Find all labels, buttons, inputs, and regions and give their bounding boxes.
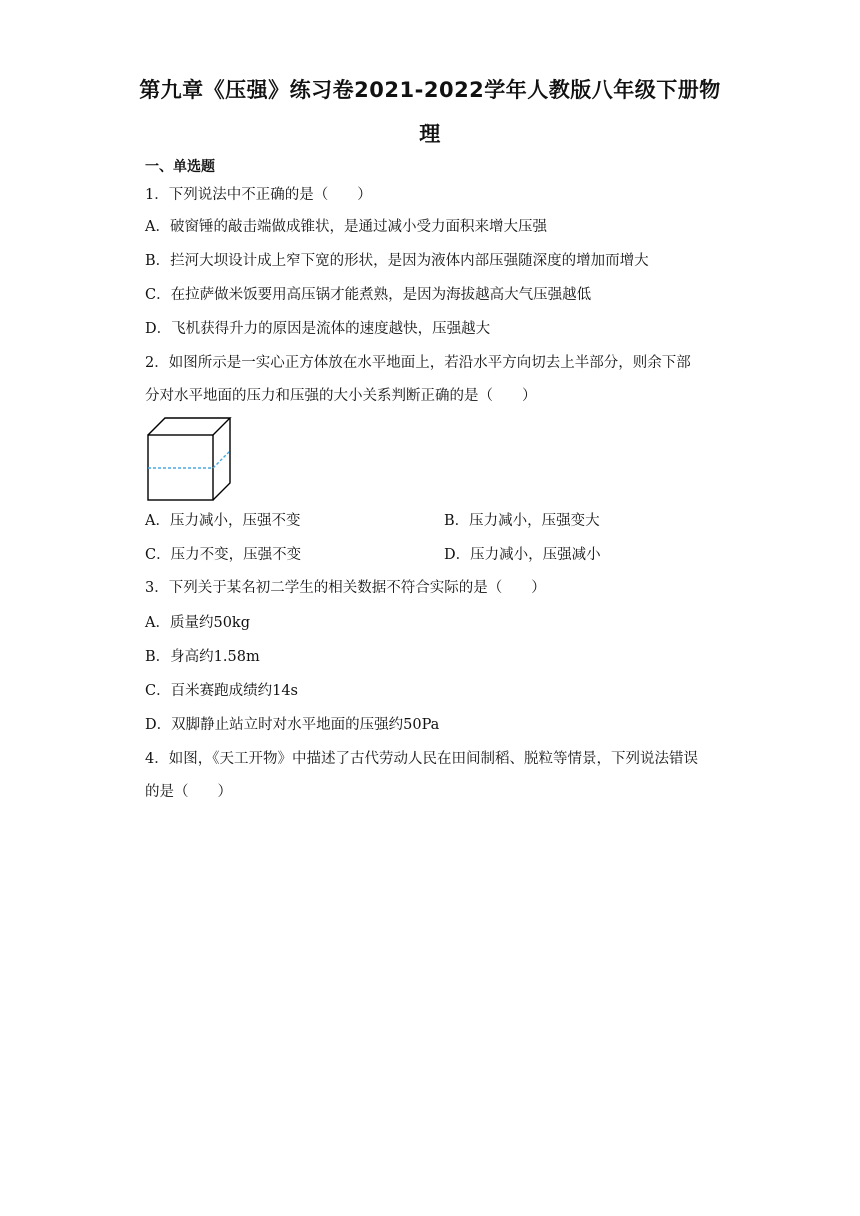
q4-stem-line-2: 的是（ ）: [145, 784, 232, 800]
cube-top-face: [148, 418, 230, 435]
q2-option-c: C．压力不变，压强不变: [145, 547, 302, 563]
q2-stem-line-2: 分对水平地面的压力和压强的大小关系判断正确的是（ ）: [145, 388, 537, 404]
q1-option-b: B．拦河大坝设计成上窄下宽的形状，是因为液体内部压强随深度的增加而增大: [145, 253, 649, 269]
q3-option-c: C．百米赛跑成绩约14s: [145, 683, 298, 699]
cube-figure: [146, 416, 232, 502]
q1-stem: 1．下列说法中不正确的是（ ）: [145, 187, 372, 203]
q2-option-a: A．压力减小，压强不变: [145, 513, 301, 529]
q1-option-d: D．飞机获得升力的原因是流体的速度越快，压强越大: [145, 321, 491, 337]
q3-option-d: D．双脚静止站立时对水平地面的压强约50Pa: [145, 717, 440, 733]
q2-option-b: B．压力减小，压强变大: [444, 513, 600, 529]
page-title-line-1: 第九章《压强》练习卷2021-2022学年人教版八年级下册物: [139, 78, 721, 102]
q2-stem-line-1: 2．如图所示是一实心正方体放在水平地面上，若沿水平方向切去上半部分，则余下部: [145, 355, 691, 371]
q1-option-a: A．破窗锤的敲击端做成锥状，是通过减小受力面积来增大压强: [145, 219, 547, 235]
q1-option-c: C．在拉萨做米饭要用高压锅才能煮熟，是因为海拔越高大气压强越低: [145, 287, 592, 303]
q4-stem-line-1: 4．如图，《天工开物》中描述了古代劳动人民在田间制稻、脱粒等情景，下列说法错误: [145, 751, 698, 767]
q3-stem: 3．下列关于某名初二学生的相关数据不符合实际的是（ ）: [145, 580, 546, 596]
q3-option-a: A．质量约50kg: [145, 615, 250, 631]
q3-option-b: B．身高约1.58m: [145, 649, 260, 665]
cube-cut-line: [148, 451, 230, 468]
section-heading: 一、单选题: [145, 159, 215, 175]
page-title-line-2: 理: [419, 122, 441, 146]
q2-option-d: D．压力减小，压强减小: [444, 547, 601, 563]
